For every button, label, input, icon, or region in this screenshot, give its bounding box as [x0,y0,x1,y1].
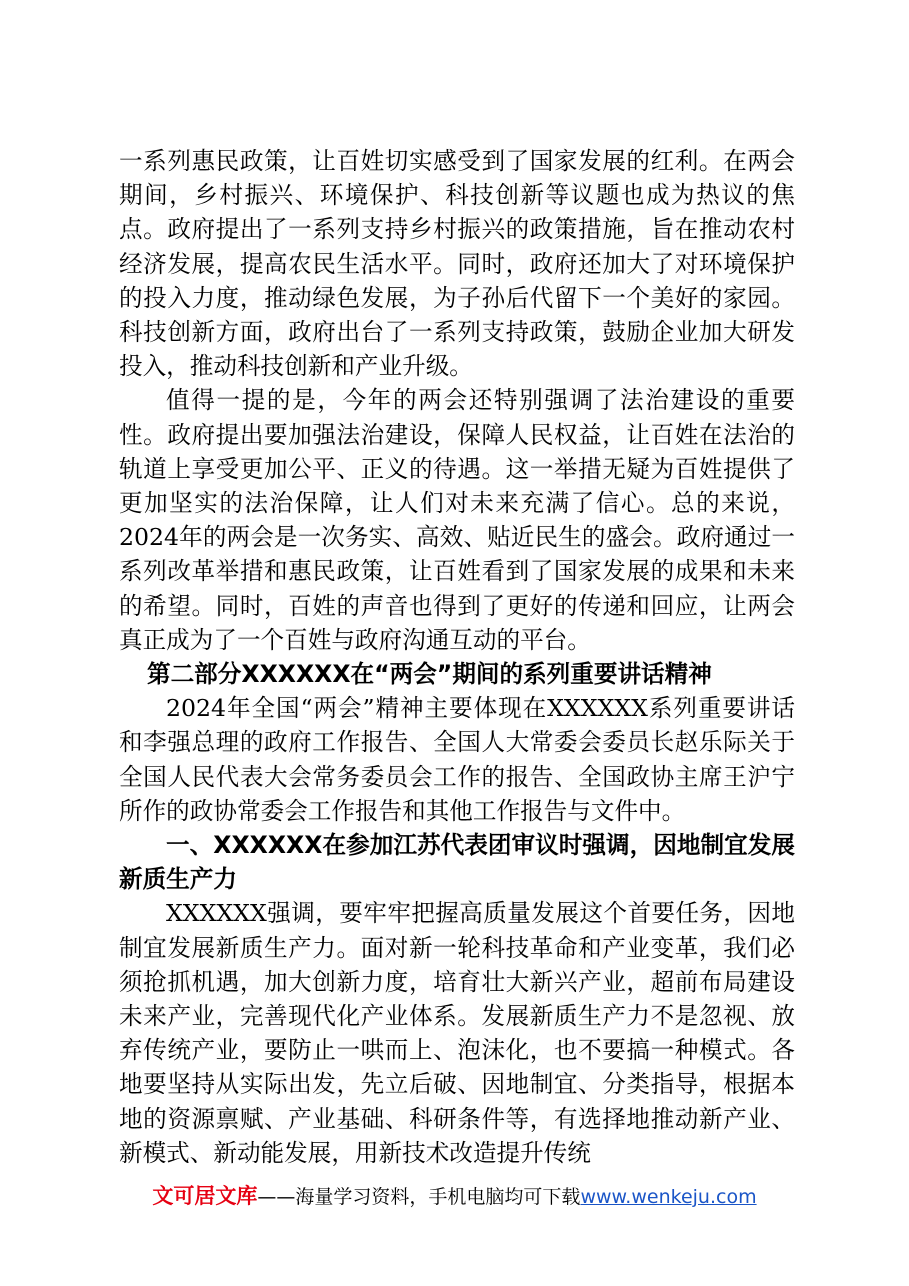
part-two-heading: 第二部分XXXXXX在“两会”期间的系列重要讲话精神 [147,660,712,689]
footer-banner [0,1180,909,1210]
paragraph-two-sessions-spirit: 2024年全国“两会”精神主要体现在XXXXXX系列重要讲话和李强总理的政府工作报告、全国人大常委会委员长赵乐际关于全国人民代表大会常务委员会工作的报告、全国政协主席王沪宁所作的政协常委会工作报告和其他工作报告与文件中。 [119,694,795,825]
footer-brand: 文可居文库 [152,1184,258,1208]
footer-tagline: ——海量学习资料，手机电脑均可下载 [257,1186,581,1208]
footer-url-link[interactable]: www.wenkeju.com [580,1186,757,1208]
paragraph-continued: 一系列惠民政策，让百姓切实感受到了国家发展的红利。在两会期间，乡村振兴、环境保护、科技创新等议题也成为热议的焦点。政府提出了一系列支持乡村振兴的政策措施，旨在推动农村经济发展，提高农民生活水平。同时，政府还加大了对环境保护的投入力度，推动绿色发展，为子孙后代留下一个美好的家园。科技创新方面，政府出台了一系列支持政策，鼓励企业加大研发投入，推动科技创新和产业升级。 [119,147,795,381]
paragraph-new-productivity: XXXXXX强调，要牢牢把握高质量发展这个首要任务，因地制宜发展新质生产力。面对新一轮科技革命和产业变革，我们必须抢抓机遇，加大创新力度，培育壮大新兴产业，超前布局建设未来产业，完善现代化产业体系。发展新质生产力不是忽视、放弃传统产业，要防止一哄而上、泡沫化，也不要搞一种模式。各地要坚持从实际出发，先立后破、因地制宜、分类指导，根据本地的资源禀赋、产业基础、科研条件等，有选择地推动新产业、新模式、新动能发展，用新技术改造提升传统 [119,899,795,1167]
document-body [119,144,795,1170]
paragraph-rule-of-law: 值得一提的是，今年的两会还特别强调了法治建设的重要性。政府提出要加强法治建设，保障人民权益，让百姓在法治的轨道上享受更加公平、正义的待遇。这一举措无疑为百姓提供了更加坚实的法治保障，让人们对未来充满了信心。总的来说，2024年的两会是一次务实、高效、贴近民生的盛会。政府通过一系列改革举措和惠民政策，让百姓看到了国家发展的成果和未来的希望。同时，百姓的声音也得到了更好的传递和回应，让两会真正成为了一个百姓与政府沟通互动的平台。 [119,386,795,654]
section-one-heading: 一、XXXXXX在参加江苏代表团审议时强调，因地制宜发展新质生产力 [119,831,795,894]
